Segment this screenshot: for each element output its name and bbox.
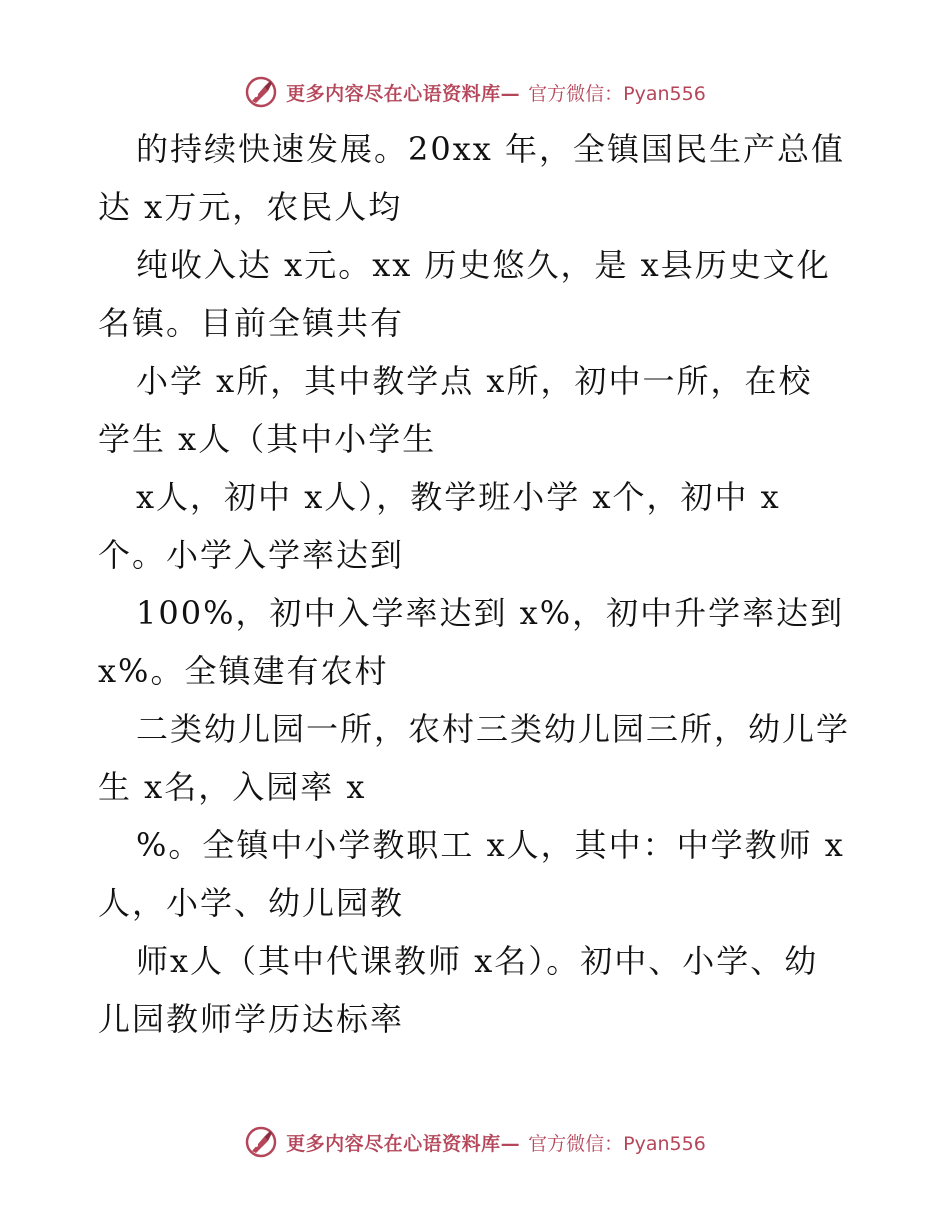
footer-wechat-text: 官方微信：Pyan556 (528, 1132, 706, 1155)
text-line: 个。小学入学率达到 (98, 536, 405, 574)
header-banner (0, 72, 950, 112)
text-line: 人，小学、幼儿园教 (98, 884, 405, 922)
text-line: 名镇。目前全镇共有 (98, 304, 405, 342)
pen-logo-icon (244, 1125, 278, 1159)
text-line: 师x人（其中代课教师 x名）。初中、小学、幼 (136, 942, 819, 980)
footer-banner-text: 更多内容尽在心语资料库— (286, 1132, 521, 1155)
text-line: x%。全镇建有农村 (98, 652, 389, 690)
text-line: 的持续快速发展。20xx 年，全镇国民生产总值 (136, 130, 845, 168)
document-body (98, 120, 858, 1048)
header-banner-text: 更多内容尽在心语资料库— (286, 82, 521, 105)
text-line: 生 x名，入园率 x (98, 768, 367, 806)
text-line: 儿园教师学历达标率 (98, 1000, 405, 1038)
text-line: x人，初中 x人），教学班小学 x个，初中 x (136, 478, 781, 516)
text-line: 纯收入达 x元。xx 历史悠久，是 x县历史文化 (136, 246, 831, 284)
footer-banner (0, 1122, 950, 1162)
pen-logo-icon (244, 75, 278, 109)
text-line: 学生 x人（其中小学生 (98, 420, 437, 458)
text-line: 100%，初中入学率达到 x%，初中升学率达到 (136, 594, 845, 632)
text-line: 小学 x所，其中教学点 x所，初中一所，在校 (136, 362, 813, 400)
header-wechat-text: 官方微信：Pyan556 (528, 82, 706, 105)
text-line: %。全镇中小学教职工 x人，其中：中学教师 x (136, 826, 845, 864)
text-line: 达 x万元，农民人均 (98, 188, 403, 226)
text-line: 二类幼儿园一所，农村三类幼儿园三所，幼儿学 (136, 710, 851, 748)
